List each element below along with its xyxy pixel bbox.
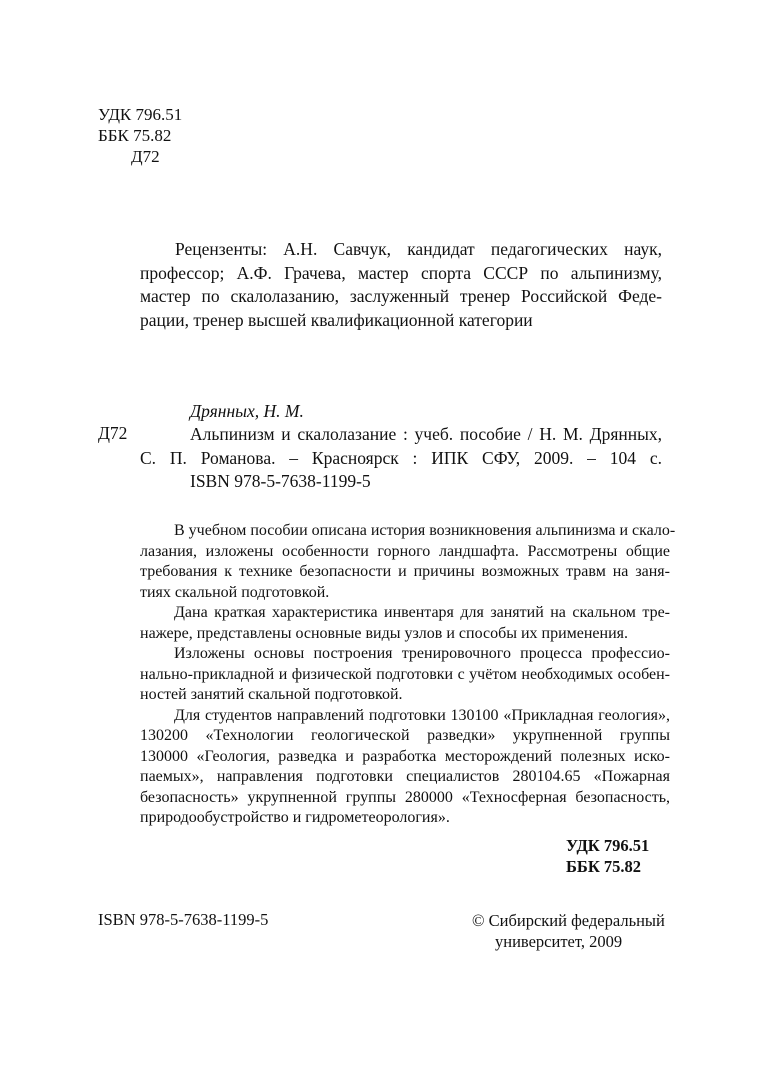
- annotation-line: тиях скальной подготовкой.: [140, 583, 330, 601]
- footer-bbk-code: ББК 75.82: [566, 857, 642, 876]
- annotation-line: безопасность» укрупненной группы 280000 «Техносферная безопасность,: [140, 788, 670, 806]
- bib-line: С. П. Романова. – Красноярск : ИПК СФУ, 2009. – 104 с.: [140, 447, 662, 468]
- bibliographic-record: [140, 423, 662, 494]
- annotation-line: 130000 «Геология, разведка и разработка месторождений полезных иско-: [140, 747, 670, 765]
- reviewers-block: [140, 238, 662, 332]
- author-sign: Д72: [131, 147, 160, 166]
- annotation: [140, 521, 676, 829]
- annotation-line: природообустройство и гидрометеорология».: [140, 809, 450, 826]
- copyright-line: университет, 2009: [495, 932, 623, 951]
- footer-classification-codes: [566, 835, 649, 877]
- bib-isbn: ISBN 978-5-7638-1199-5: [190, 471, 371, 491]
- header-classification-codes: [98, 104, 182, 167]
- udk-code: УДК 796.51: [98, 105, 183, 124]
- annotation-line: Для студентов направлений подготовки 130100 «Прикладная геология»,: [174, 706, 670, 724]
- annotation-line: нажере, представлены основные виды узлов и способы их применения.: [140, 624, 629, 642]
- copyright-line: © Сибирский федеральный: [472, 911, 665, 930]
- annotation-line: 130200 «Технологии геологической разведки» укрупненной группы: [140, 727, 670, 744]
- annotation-line: Дана краткая характеристика инвентаря для занятий на скальном тре-: [174, 604, 670, 621]
- annotation-line: нально-прикладной и физической подготовки с учётом необходимых особен-: [140, 665, 670, 683]
- reviewers-line: мастер по скалолазанию, заслуженный тренер Российской Феде-: [140, 286, 662, 306]
- annotation-line: ностей занятий скальной подготовкой.: [140, 686, 403, 703]
- bib-line: Альпинизм и скалолазание : учеб. пособие / Н. М. Дрянных,: [190, 424, 662, 444]
- annotation-line: требования к технике безопасности и причины возможных травм на заня-: [140, 563, 670, 580]
- copyright-notice: [472, 910, 665, 952]
- annotation-line: В учебном пособии описана история возникновения альпинизма и скало-: [174, 522, 676, 539]
- footer-udk-code: УДК 796.51: [566, 836, 650, 855]
- reviewers-line: профессор; А.Ф. Грачева, мастер спорта СССР по альпинизму,: [140, 262, 662, 283]
- bib-author: Дрянных, Н. М.: [190, 401, 304, 421]
- annotation-line: паемых», направления подготовки специалистов 280104.65 «Пожарная: [140, 768, 670, 785]
- footer-isbn: ISBN 978-5-7638-1199-5: [98, 910, 269, 929]
- bib-author-sign: Д72: [98, 423, 128, 443]
- reviewers-line: рации, тренер высшей квалификационной категории: [140, 309, 533, 330]
- annotation-line: лазания, изложены особенности горного ландшафта. Рассмотрены общие: [140, 542, 670, 560]
- bbk-code: ББК 75.82: [98, 126, 172, 145]
- annotation-line: Изложены основы построения тренировочного процесса профессио-: [174, 645, 670, 662]
- reviewers-line: Рецензенты: А.Н. Савчук, кандидат педагогических наук,: [175, 239, 662, 259]
